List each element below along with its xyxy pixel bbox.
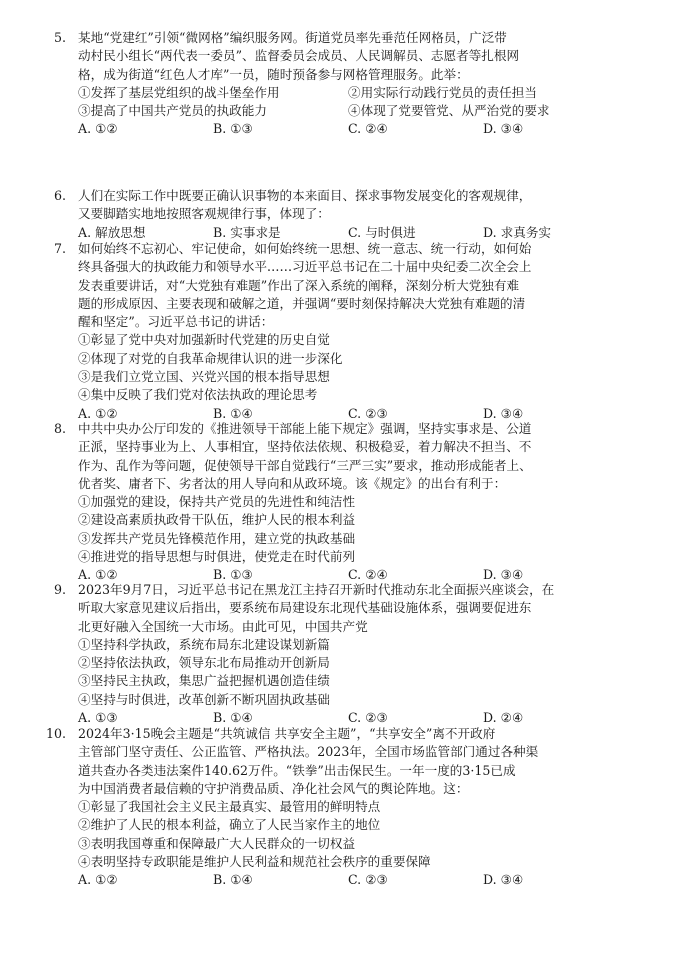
- answer-options: [78, 120, 618, 138]
- question-stem-line: 为中国消费者最信赖的守护消费品质、净化社会风气的舆论阵地。这：: [78, 780, 469, 796]
- answer-options: [78, 871, 618, 889]
- question-stem-line: 人们在实际工作中既要正确认识事物的本来面目、探求事物发展变化的客观规律，: [78, 188, 532, 203]
- statement-item: ①彰显了党中央对加强新时代党建的历史自觉: [78, 332, 330, 348]
- option-c[interactable]: C. 与时俱进: [348, 224, 416, 240]
- question-7: [54, 240, 618, 423]
- question-9: [54, 581, 618, 727]
- statement-item: ④集中反映了我们党对依法执政的理论思考: [78, 387, 318, 403]
- question-stem-line: 正派，坚持事业为上、人事相宜，坚持依法依规、积极稳妥，着力解决不担当、不: [78, 439, 532, 455]
- question-8: [54, 420, 618, 585]
- question-stem-line: 某地“党建红”引领“微网格”编织服务网。街道党员率先垂范任网格员，广泛带: [78, 30, 507, 45]
- statement-item: ③坚持民主执政，集思广益把握机遇创造佳绩: [78, 673, 330, 689]
- question-stem-line: 北更好融入全国统一大市场。由此可见，中国共产党: [78, 618, 368, 634]
- option-c[interactable]: C. ②④: [348, 567, 388, 583]
- question-number: 9.: [54, 582, 67, 597]
- option-c[interactable]: C. ②④: [348, 121, 388, 137]
- option-a[interactable]: A. ①②: [78, 872, 118, 888]
- option-d[interactable]: D. ③④: [483, 121, 524, 137]
- statement-item: ①彰显了我国社会主义民主最真实、最管用的鲜明特点: [78, 799, 381, 815]
- question-stem-line: 优者奖、庸者下、劣者汰的用人导向和从政环境。该《规定》的出台有利于：: [78, 475, 507, 491]
- question-stem-line: 2023年9月7日，习近平总书记在黑龙江主持召开新时代推动东北全面振兴座谈会，在: [78, 582, 555, 597]
- question-stem-line: 听取大家意见建议后指出，要系统布局建设东北现代基础设施体系，强调要促进东: [78, 600, 532, 616]
- question-stem-line: 主管部门坚守责任、公正监管、严格执法。2023年，全国市场监管部门通过各种渠: [78, 744, 539, 760]
- option-b[interactable]: B. ①③: [213, 121, 253, 137]
- option-a[interactable]: A. 解放思想: [78, 224, 146, 240]
- question-stem-line: 如何始终不忘初心、牢记使命，如何始终统一思想、统一意志、统一行动，如何始: [78, 241, 532, 256]
- statement-item: ④体现了党要管党、从严治党的要求: [348, 103, 550, 119]
- statement-item: ③表明我国尊重和保障最广大人民群众的一切权益: [78, 835, 356, 851]
- statement-item: ②建设高素质执政骨干队伍，维护人民的根本利益: [78, 512, 356, 528]
- question-stem-line: 中共中央办公厅印发的《推进领导干部能上能下规定》强调，坚持实事求是、公道: [78, 421, 532, 436]
- question-number: 6.: [54, 188, 67, 203]
- option-b[interactable]: B. ①④: [213, 872, 253, 888]
- statement-item: ③提高了中国共产党员的执政能力: [78, 103, 267, 119]
- statement-item: ③是我们立党立国、兴党兴国的根本指导思想: [78, 369, 330, 385]
- option-b[interactable]: B. ①③: [213, 567, 253, 583]
- statement-item: ④推进党的指导思想与时俱进，使党走在时代前列: [78, 549, 356, 565]
- question-stem-line: 道共查办各类违法案件140.62万件。“铁拳”出击保民生。一年一度的3·15已成: [78, 762, 516, 778]
- option-a[interactable]: A. ①②: [78, 121, 118, 137]
- statement-item: ①发挥了基层党组织的战斗堡垒作用: [78, 84, 280, 100]
- statement-row: [78, 84, 618, 102]
- question-5: [54, 29, 618, 139]
- statement-item: ④表明坚持专政职能是维护人民利益和规范社会秩序的重要保障: [78, 854, 431, 870]
- statement-item: ②坚持依法执政，领导东北布局推动开创新局: [78, 655, 330, 671]
- question-stem-line: 又要脚踏实地地按照客观规律行事，体现了：: [78, 206, 330, 222]
- statement-item: ①加强党的建设，保持共产党员的先进性和纯洁性: [78, 494, 356, 510]
- option-b[interactable]: B. 实事求是: [213, 224, 281, 240]
- question-10: [46, 725, 618, 890]
- option-a[interactable]: A. ①③: [78, 710, 118, 726]
- option-a[interactable]: A. ①②: [78, 567, 118, 583]
- statement-item: ④坚持与时俱进，改革创新不断巩固执政基础: [78, 691, 330, 707]
- statement-item: ③发挥共产党员先锋模范作用，建立党的执政基础: [78, 530, 356, 546]
- option-c[interactable]: C. ②③: [348, 710, 388, 726]
- question-stem-line: 格，成为街道“红色人才库”一员，随时预备参与网格管理服务。此举：: [78, 66, 469, 82]
- option-d[interactable]: D. ③④: [483, 567, 524, 583]
- option-c[interactable]: C. ②③: [348, 872, 388, 888]
- question-number: 7.: [54, 241, 67, 256]
- option-b[interactable]: B. ①④: [213, 405, 253, 421]
- option-d[interactable]: D. 求真务实: [483, 224, 552, 240]
- question-stem-line: 发表重要讲话，对“大党独有难题”作出了深入系统的阐释，深刻分析大党独有难: [78, 277, 520, 293]
- statement-item: ②维护了人民的根本利益，确立了人民当家作主的地位: [78, 817, 381, 833]
- option-d[interactable]: D. ③④: [483, 405, 524, 421]
- statement-item: ②用实际行动践行党员的责任担当: [348, 84, 537, 100]
- question-stem-line: 作为、乱作为等问题，促使领导干部自觉践行“三严三实”要求，推动形成能者上、: [78, 457, 532, 473]
- option-c[interactable]: C. ②③: [348, 405, 388, 421]
- question-stem-line: 终具备强大的执政能力和领导水平……习近平总书记在二十届中央纪委二次全会上: [78, 259, 532, 275]
- question-number: 5.: [54, 30, 67, 45]
- option-d[interactable]: D. ②④: [483, 710, 524, 726]
- question-stem-line: 动村民小组长“两代表一委员”、监督委员会成员、人民调解员、志愿者等扎根网: [78, 48, 520, 64]
- question-stem-line: 醒和坚定”。习近平总书记的讲话：: [78, 314, 274, 330]
- option-b[interactable]: B. ①④: [213, 710, 253, 726]
- statement-item: ②体现了对党的自我革命规律认识的进一步深化: [78, 350, 343, 366]
- question-number: 10.: [46, 726, 67, 741]
- question-6: [54, 187, 618, 242]
- option-a[interactable]: A. ①②: [78, 405, 118, 421]
- option-d[interactable]: D. ③④: [483, 872, 524, 888]
- question-stem-line: 2024年3·15晚会主题是“共筑诚信 共享安全主题”，“共享安全”离不开政府: [78, 726, 496, 741]
- statement-item: ①坚持科学执政，系统布局东北建设谋划新篇: [78, 636, 330, 652]
- question-number: 8.: [54, 421, 67, 436]
- question-stem-line: 题的形成原因、主要表现和破解之道，并强调“要时刻保持解决大党独有难题的清: [78, 295, 526, 311]
- statement-row: [78, 102, 618, 120]
